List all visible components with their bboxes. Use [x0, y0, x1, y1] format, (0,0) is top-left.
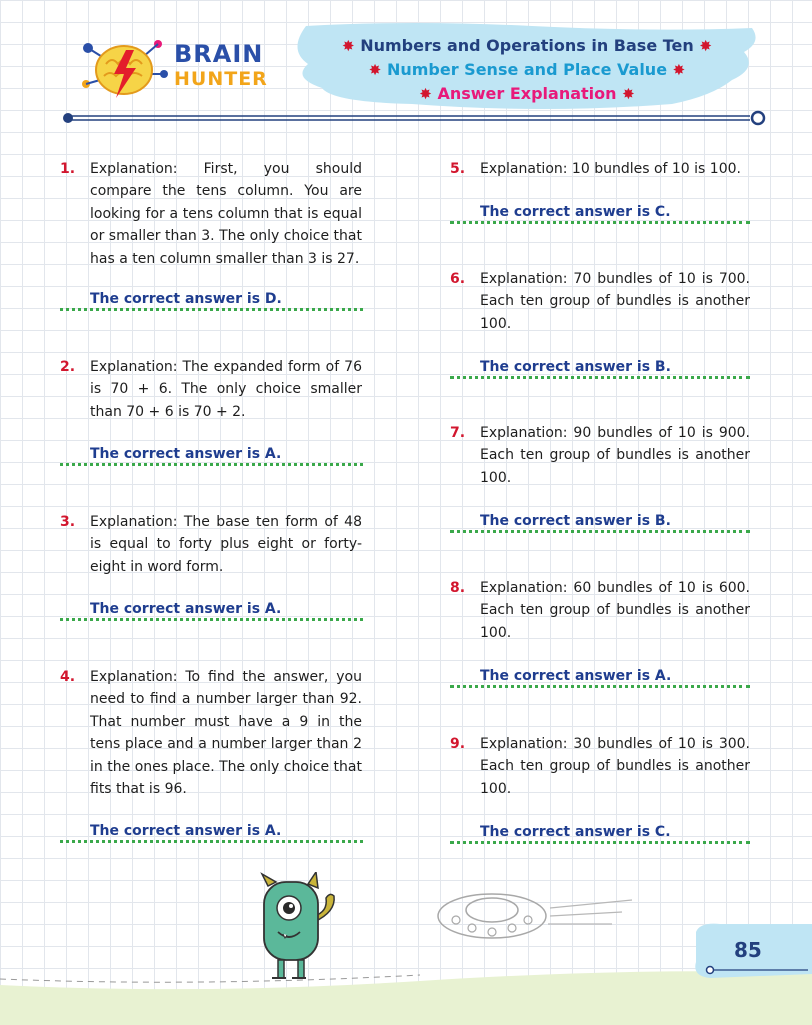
dotted-rule: [450, 221, 750, 224]
question-number: 6.: [450, 271, 466, 287]
header-section-text: Answer Explanation: [437, 84, 617, 103]
dotted-rule: [60, 463, 363, 466]
question-explanation: Explanation: 10 bundles of 10 is 100.: [480, 161, 741, 177]
question-number: 3.: [60, 514, 76, 530]
dotted-rule: [450, 685, 750, 688]
question-explanation: Explanation: First, you should compare the tens column. You are looking for a tens column that is equal or smaller than 3. The only choice that has a ten column smaller than 3 is 27.: [90, 161, 362, 267]
header-section: [292, 84, 762, 103]
question-5: [450, 158, 750, 238]
question-explanation: Explanation: To find the answer, you need to find a number larger than 92. That number must have a 9 in the tens place and a number larger than 2 in the ones place. The only choice that fits that is 96.: [90, 669, 362, 798]
header-subtitle: [292, 60, 762, 79]
star-icon: ✸: [342, 37, 355, 55]
correct-answer: The correct answer is C.: [480, 204, 671, 220]
question-explanation: Explanation: 70 bundles of 10 is 700. Each ten group of bundles is another 100.: [480, 271, 750, 332]
question-explanation: Explanation: 60 bundles of 10 is 600. Each ten group of bundles is another 100.: [480, 580, 750, 641]
question-2: [60, 356, 363, 476]
correct-answer: The correct answer is A.: [90, 446, 282, 462]
correct-answer: The correct answer is A.: [480, 668, 672, 684]
question-8: [450, 577, 750, 697]
question-explanation: Explanation: The expanded form of 76 is 70 + 6. The only choice smaller than 70 + 6 is 70 + 2.: [90, 359, 362, 420]
question-3: [60, 511, 363, 631]
correct-answer: The correct answer is B.: [480, 359, 671, 375]
star-icon: ✸: [672, 61, 686, 79]
brain-icon: [78, 34, 170, 106]
header-subtitle-text: Number Sense and Place Value: [386, 60, 668, 79]
header-title: [292, 36, 762, 55]
question-number: 4.: [60, 669, 76, 685]
dotted-rule: [450, 530, 750, 533]
star-icon: ✸: [699, 37, 712, 55]
correct-answer: The correct answer is A.: [90, 823, 282, 839]
question-explanation: Explanation: 30 bundles of 10 is 300. Each ten group of bundles is another 100.: [480, 736, 750, 797]
star-icon: ✸: [368, 61, 382, 79]
dotted-rule: [60, 618, 363, 621]
star-icon: ✸: [622, 85, 635, 103]
question-number: 1.: [60, 161, 76, 177]
question-7: [450, 422, 750, 542]
question-6: [450, 268, 750, 388]
logo-brain-text: BRAIN: [174, 40, 264, 68]
correct-answer: The correct answer is B.: [480, 513, 671, 529]
question-4: [60, 666, 363, 856]
header-title-text: Numbers and Operations in Base Ten: [360, 36, 694, 55]
question-number: 8.: [450, 580, 466, 596]
correct-answer: The correct answer is D.: [90, 291, 282, 307]
question-number: 2.: [60, 359, 76, 375]
correct-answer: The correct answer is A.: [90, 601, 282, 617]
question-explanation: Explanation: 90 bundles of 10 is 900. Each ten group of bundles is another 100.: [480, 425, 750, 486]
ufo-illustration: [432, 880, 642, 950]
question-number: 9.: [450, 736, 466, 752]
question-9: [450, 733, 750, 853]
question-1: [60, 158, 363, 318]
dotted-rule: [60, 840, 363, 843]
question-number: 5.: [450, 161, 466, 177]
dotted-rule: [60, 308, 363, 311]
question-number: 7.: [450, 425, 466, 441]
correct-answer: The correct answer is C.: [480, 824, 671, 840]
dotted-rule: [450, 841, 750, 844]
brain-hunter-logo: [78, 34, 278, 110]
logo-hunter-text: HUNTER: [174, 68, 268, 90]
page-number: 85: [734, 938, 762, 962]
question-explanation: Explanation: The base ten form of 48 is equal to forty plus eight or forty-eight in word form.: [90, 514, 362, 575]
dotted-rule: [450, 376, 750, 379]
header-divider: [60, 110, 770, 126]
star-icon: ✸: [419, 85, 432, 103]
